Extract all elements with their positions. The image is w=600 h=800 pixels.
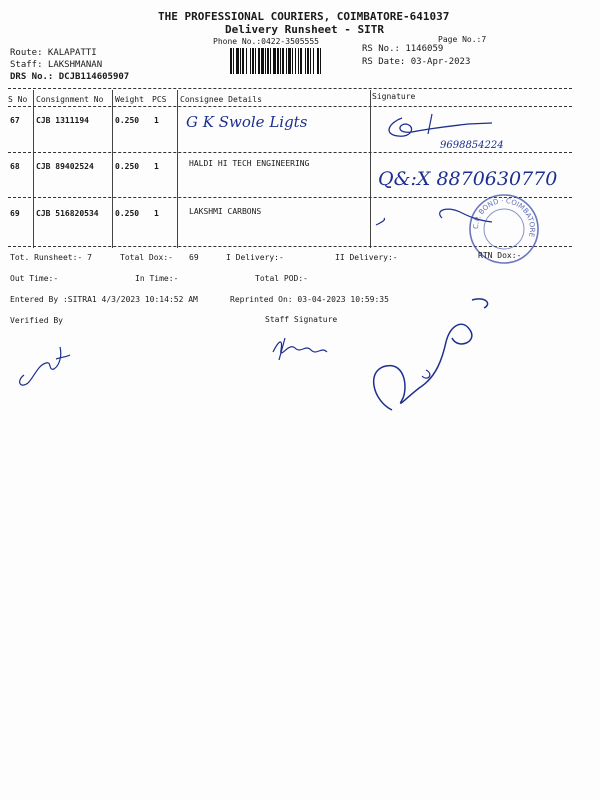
row-weight: 0.250 [115,162,140,171]
in-time: In Time:- [135,274,179,283]
column-header-signature: Signature [372,92,416,101]
receiver-phone-note: 9698854224 [440,140,504,151]
row-consignee: LAKSHMI CARBONS [189,207,262,216]
total-runsheet: Tot. Runsheet:- 7 [10,253,92,262]
rs-number: RS No.: 1146059 [362,44,444,54]
row-sno: 69 [10,209,20,218]
page-number: Page No.:7 [438,35,487,44]
row-consignment: CJB 1311194 [36,116,89,125]
column-header-consignee: Consignee Details [180,95,262,104]
row-weight: 0.250 [115,116,140,125]
drs-number: DRS No.: DCJB114605907 [10,72,130,82]
route-label: Route: KALAPATTI [10,48,97,58]
total-dox-label: Total Dox:- [120,253,173,262]
table-top-rule [8,88,572,89]
row-sno: 67 [10,116,20,125]
ii-delivery: II Delivery:- [335,253,398,262]
verifier-signature [10,335,80,395]
verified-by-label: Verified By [10,316,63,325]
row-weight: 0.250 [115,209,140,218]
receiver-signature-note: Q&:X 8870630770 [378,168,558,190]
row-consignment: CJB 89402524 [36,162,94,171]
out-time: Out Time:- [10,274,59,283]
column-header-sno: S No [8,95,28,104]
column-header-pcs: PCS [152,95,167,104]
entered-by: Entered By :SITRA1 4/3/2023 10:14:52 AM [10,295,198,304]
column-header-consignment: Consignment No [36,95,104,104]
document-title: Delivery Runsheet - SITR [225,23,384,36]
stamp-text: C.P. BOND · COIMBATORE [471,196,537,238]
staff-label: Staff: LAKSHMANAN [10,60,103,70]
column-divider [112,90,113,248]
total-dox-value: 69 [189,253,199,262]
column-header-weight: Weight [115,95,144,104]
i-delivery: I Delivery:- [226,253,284,262]
column-divider [33,90,34,248]
handwritten-consignee: G K Swole Ligts [186,113,308,131]
phone-number: Phone No.:0422-3505555 [213,37,319,46]
row-pcs: 1 [154,116,159,125]
row-sno: 68 [10,162,20,171]
row-consignment: CJB 516820534 [36,209,99,218]
company-name: THE PROFESSIONAL COURIERS, COIMBATORE-641037 [158,10,450,23]
row-consignee: HALDI HI TECH ENGINEERING [189,159,310,168]
rtn-dox: RTN Dox:- [478,251,522,260]
total-pod: Total POD:- [255,274,308,283]
column-divider [370,90,371,248]
rs-date: RS Date: 03-Apr-2023 [362,57,471,67]
row-pcs: 1 [154,162,159,171]
staff-signature [265,330,345,370]
large-signature [362,290,502,430]
reprinted-on: Reprinted On: 03-04-2023 10:59:35 [230,295,389,304]
barcode [230,48,355,74]
column-divider [177,90,178,248]
staff-signature-label: Staff Signature [265,315,338,324]
row-pcs: 1 [154,209,159,218]
